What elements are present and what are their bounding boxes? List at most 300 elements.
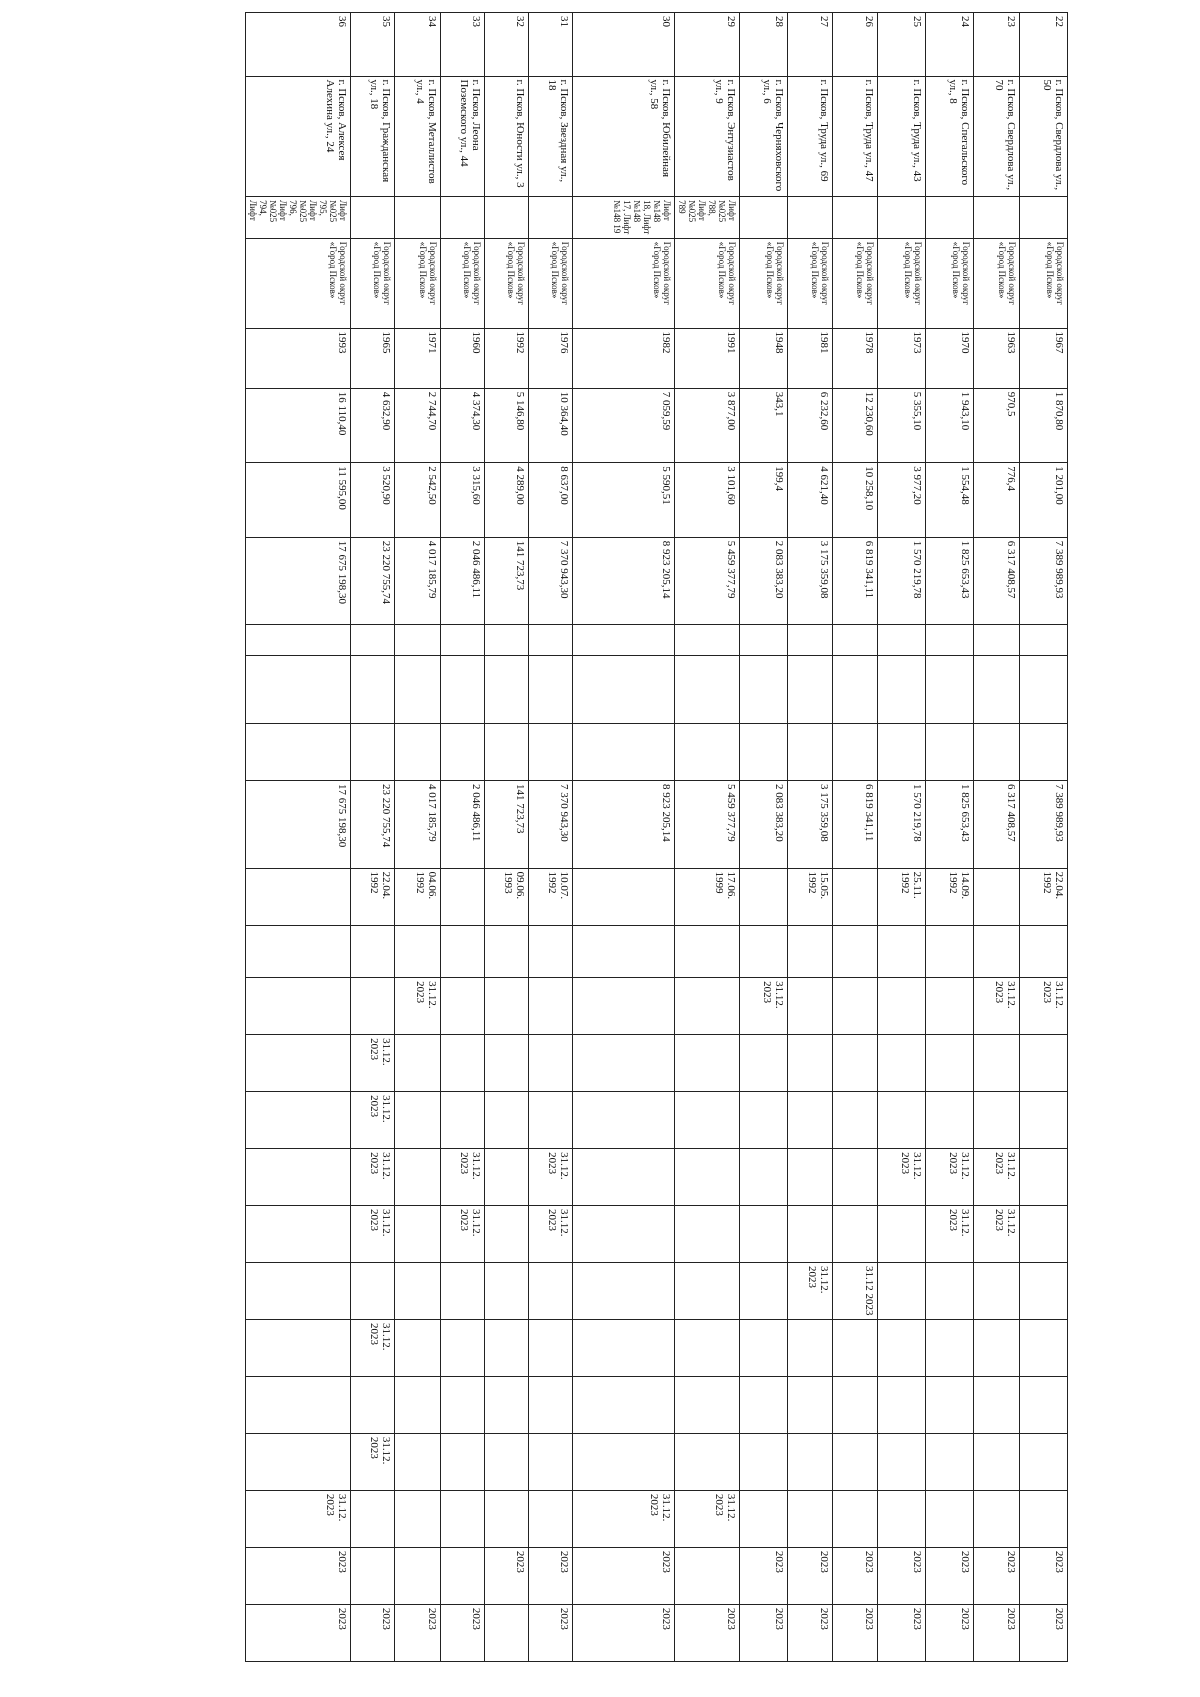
blank-cell <box>573 724 675 781</box>
owner-cell: Городской округ «Город Псков» <box>573 238 675 328</box>
date-cell <box>485 1319 529 1376</box>
cost-total-cell: 2 083 383,20 <box>740 780 788 868</box>
date-cell <box>529 1092 573 1149</box>
date-cell <box>974 925 1020 978</box>
row-number: 22 <box>1020 13 1068 77</box>
row-number: 25 <box>878 13 926 77</box>
date-cell <box>878 978 926 1035</box>
blank-cell <box>246 625 351 656</box>
year-plan-cell: 2023 <box>788 1547 833 1604</box>
date-cell <box>878 1490 926 1547</box>
date-cell <box>740 1376 788 1433</box>
date-cell <box>1020 925 1068 978</box>
owner-cell: Городской округ «Город Псков» <box>441 238 485 328</box>
owner-cell: Городской округ «Город Псков» <box>833 238 878 328</box>
cost-total-cell: 2 046 486,11 <box>441 780 485 868</box>
date-cell <box>351 925 395 978</box>
date-cell <box>878 1319 926 1376</box>
blank-cell <box>573 656 675 724</box>
date-cell <box>675 1433 740 1490</box>
lift-cell <box>926 197 974 239</box>
blank-cell <box>351 625 395 656</box>
blank-cell <box>441 724 485 781</box>
total-area-cell: 343,1 <box>740 388 788 463</box>
date-cell <box>926 925 974 978</box>
blank-cell <box>740 724 788 781</box>
date-cell <box>441 1092 485 1149</box>
date-cell: 31.12. 2023 <box>351 1149 395 1206</box>
living-area-cell: 776,4 <box>974 463 1020 538</box>
year-plan-cell: 2023 <box>529 1547 573 1604</box>
date-cell <box>675 925 740 978</box>
privatization-date-cell <box>246 868 351 925</box>
date-cell <box>788 925 833 978</box>
living-area-cell: 1 554,48 <box>926 463 974 538</box>
date-cell <box>1020 1092 1068 1149</box>
year-plan-cell: 2023 <box>395 1604 441 1661</box>
owner-cell: Городской округ «Город Псков» <box>788 238 833 328</box>
date-cell <box>833 1490 878 1547</box>
address-cell: г. Псков, Труда ул., 47 <box>833 76 878 197</box>
living-area-cell: 11 595,00 <box>246 463 351 538</box>
cost-cell: 141 723,73 <box>485 537 529 625</box>
privatization-date-cell: 15.05. 1992 <box>788 868 833 925</box>
year-plan-cell: 2023 <box>573 1547 675 1604</box>
date-cell: 31.12. 2023 <box>788 1263 833 1320</box>
privatization-date-cell <box>833 868 878 925</box>
date-cell: 31.12. 2023 <box>926 1206 974 1263</box>
blank-cell <box>878 656 926 724</box>
blank-cell <box>675 625 740 656</box>
date-cell <box>485 1149 529 1206</box>
lift-cell <box>974 197 1020 239</box>
date-cell <box>974 1263 1020 1320</box>
privatization-date-cell <box>974 868 1020 925</box>
total-area-cell: 12 230,60 <box>833 388 878 463</box>
address-cell: г. Псков, Алексея Алехина ул., 24 <box>246 76 351 197</box>
total-area-cell: 5 355,10 <box>878 388 926 463</box>
date-cell <box>1020 1376 1068 1433</box>
privatization-date-cell <box>740 868 788 925</box>
table-row <box>833 13 878 1662</box>
date-cell <box>788 1035 833 1092</box>
year-plan-cell: 2023 <box>485 1547 529 1604</box>
date-cell <box>246 925 351 978</box>
date-cell <box>926 1376 974 1433</box>
blank-cell <box>974 625 1020 656</box>
date-cell <box>529 1035 573 1092</box>
date-cell <box>395 1035 441 1092</box>
row-number: 30 <box>573 13 675 77</box>
date-cell <box>441 1490 485 1547</box>
date-cell <box>395 1263 441 1320</box>
year-plan-cell: 2023 <box>675 1604 740 1661</box>
table-row <box>395 13 441 1662</box>
date-cell <box>441 978 485 1035</box>
date-cell <box>395 1206 441 1263</box>
date-cell: 31.12. 2023 <box>878 1149 926 1206</box>
address-cell: г. Псков, Черняховского ул., 6 <box>740 76 788 197</box>
year-cell: 1981 <box>788 328 833 388</box>
lift-cell <box>1020 197 1068 239</box>
date-cell <box>441 925 485 978</box>
date-cell <box>529 1263 573 1320</box>
owner-cell: Городской округ «Город Псков» <box>246 238 351 328</box>
year-plan-cell: 2023 <box>833 1604 878 1661</box>
date-cell: 31.12. 2023 <box>395 978 441 1035</box>
total-area-cell: 4 374,30 <box>441 388 485 463</box>
cost-total-cell: 3 175 359,08 <box>788 780 833 868</box>
owner-cell: Городской округ «Город Псков» <box>926 238 974 328</box>
cost-total-cell: 5 459 377,79 <box>675 780 740 868</box>
cost-total-cell: 17 675 198,30 <box>246 780 351 868</box>
blank-cell <box>878 724 926 781</box>
date-cell <box>485 1433 529 1490</box>
date-cell <box>573 1319 675 1376</box>
date-cell <box>1020 1035 1068 1092</box>
date-cell <box>246 1206 351 1263</box>
cost-cell: 5 459 377,79 <box>675 537 740 625</box>
blank-cell <box>974 656 1020 724</box>
date-cell <box>974 1376 1020 1433</box>
lift-cell <box>529 197 573 239</box>
living-area-cell: 4 289,00 <box>485 463 529 538</box>
date-cell <box>833 1376 878 1433</box>
date-cell <box>441 1319 485 1376</box>
date-cell <box>1020 1319 1068 1376</box>
year-plan-cell: 2023 <box>788 1604 833 1661</box>
blank-cell <box>1020 724 1068 781</box>
living-area-cell: 8 637,00 <box>529 463 573 538</box>
row-number: 31 <box>529 13 573 77</box>
lift-cell <box>878 197 926 239</box>
blank-cell <box>833 656 878 724</box>
date-cell <box>529 1376 573 1433</box>
date-cell <box>246 1092 351 1149</box>
lift-cell: Лифт №025 788, Лифт №025 789 <box>675 197 740 239</box>
address-cell: г. Псков, Труда ул., 43 <box>878 76 926 197</box>
date-cell <box>878 925 926 978</box>
cost-cell: 23 220 755,74 <box>351 537 395 625</box>
total-area-cell: 1 870,80 <box>1020 388 1068 463</box>
date-cell: 31.12. 2023 <box>974 978 1020 1035</box>
privatization-date-cell: 04.06. 1992 <box>395 868 441 925</box>
date-cell <box>926 1490 974 1547</box>
cost-cell: 2 083 383,20 <box>740 537 788 625</box>
date-cell <box>833 1433 878 1490</box>
date-cell <box>926 1433 974 1490</box>
year-plan-cell: 2023 <box>529 1604 573 1661</box>
date-cell <box>675 1092 740 1149</box>
year-plan-cell: 2023 <box>926 1547 974 1604</box>
date-cell <box>573 925 675 978</box>
cost-total-cell: 7 389 989,93 <box>1020 780 1068 868</box>
cost-total-cell: 8 923 205,14 <box>573 780 675 868</box>
date-cell: 31.12. 2023 <box>529 1206 573 1263</box>
date-cell <box>441 1433 485 1490</box>
year-plan-cell: 2023 <box>878 1547 926 1604</box>
date-cell: 31.12. 2023 <box>351 1092 395 1149</box>
living-area-cell: 3 520,90 <box>351 463 395 538</box>
date-cell: 31.12. 2023 <box>740 978 788 1035</box>
row-number: 33 <box>441 13 485 77</box>
date-cell <box>351 1490 395 1547</box>
blank-cell <box>1020 625 1068 656</box>
date-cell <box>246 1376 351 1433</box>
date-cell <box>1020 1490 1068 1547</box>
address-cell: г. Псков, Леона Поземского ул., 44 <box>441 76 485 197</box>
year-plan-cell: 2023 <box>974 1604 1020 1661</box>
date-cell <box>573 1376 675 1433</box>
owner-cell: Городской округ «Город Псков» <box>529 238 573 328</box>
owner-cell: Городской округ «Город Псков» <box>740 238 788 328</box>
total-area-cell: 7 059,59 <box>573 388 675 463</box>
date-cell <box>246 1263 351 1320</box>
table-row <box>740 13 788 1662</box>
cost-cell: 6 819 341,11 <box>833 537 878 625</box>
year-cell: 1965 <box>351 328 395 388</box>
blank-cell <box>441 625 485 656</box>
lift-cell <box>833 197 878 239</box>
date-cell: 31.12. 2023 <box>351 1206 395 1263</box>
lift-cell <box>351 197 395 239</box>
table-row <box>788 13 833 1662</box>
date-cell: 31.12. 2023 <box>246 1490 351 1547</box>
date-cell <box>246 1433 351 1490</box>
date-cell <box>675 1035 740 1092</box>
date-cell: 31.12. 2023 <box>529 1149 573 1206</box>
date-cell <box>395 1149 441 1206</box>
owner-cell: Городской округ «Город Псков» <box>485 238 529 328</box>
date-cell <box>878 1263 926 1320</box>
year-cell: 1976 <box>529 328 573 388</box>
date-cell <box>573 978 675 1035</box>
year-plan-cell: 2023 <box>926 1604 974 1661</box>
owner-cell: Городской округ «Город Псков» <box>1020 238 1068 328</box>
blank-cell <box>926 656 974 724</box>
date-cell: 31.12. 2023 <box>441 1206 485 1263</box>
address-cell: г. Псков, Свердлова ул., 50 <box>1020 76 1068 197</box>
date-cell <box>740 1149 788 1206</box>
date-cell <box>246 1149 351 1206</box>
date-cell <box>246 978 351 1035</box>
date-cell: 31.12. 2023 <box>351 1433 395 1490</box>
total-area-cell: 10 364,40 <box>529 388 573 463</box>
year-cell: 1963 <box>974 328 1020 388</box>
cost-cell: 17 675 198,30 <box>246 537 351 625</box>
date-cell <box>1020 1263 1068 1320</box>
date-cell <box>926 1263 974 1320</box>
cost-total-cell: 1 570 219,78 <box>878 780 926 868</box>
year-cell: 1993 <box>246 328 351 388</box>
blank-cell <box>788 656 833 724</box>
date-cell: 31.12. 2023 <box>974 1206 1020 1263</box>
address-cell: г. Псков, Энтузиастов ул., 9 <box>675 76 740 197</box>
blank-cell <box>485 625 529 656</box>
date-cell: 31.12. 2023 <box>675 1490 740 1547</box>
blank-cell <box>246 724 351 781</box>
cost-total-cell: 141 723,73 <box>485 780 529 868</box>
row-number: 35 <box>351 13 395 77</box>
date-cell <box>926 1092 974 1149</box>
date-cell <box>833 1092 878 1149</box>
privatization-date-cell: 14.09. 1992 <box>926 868 974 925</box>
date-cell <box>833 1206 878 1263</box>
blank-cell <box>675 656 740 724</box>
blank-cell <box>926 625 974 656</box>
year-plan-cell <box>675 1547 740 1604</box>
date-cell <box>1020 1433 1068 1490</box>
date-cell <box>395 1490 441 1547</box>
year-plan-cell <box>485 1604 529 1661</box>
living-area-cell: 5 590,51 <box>573 463 675 538</box>
total-area-cell: 2 744,70 <box>395 388 441 463</box>
blank-cell <box>833 625 878 656</box>
cost-total-cell: 23 220 755,74 <box>351 780 395 868</box>
cost-cell: 7 389 989,93 <box>1020 537 1068 625</box>
date-cell <box>675 1263 740 1320</box>
living-area-cell: 4 621,40 <box>788 463 833 538</box>
lift-cell <box>395 197 441 239</box>
date-cell <box>485 1263 529 1320</box>
year-plan-cell: 2023 <box>1020 1604 1068 1661</box>
year-cell: 1948 <box>740 328 788 388</box>
date-cell <box>974 1490 1020 1547</box>
table-row <box>1020 13 1068 1662</box>
total-area-cell: 970,5 <box>974 388 1020 463</box>
blank-cell <box>740 656 788 724</box>
date-cell <box>395 1376 441 1433</box>
cost-cell: 3 175 359,08 <box>788 537 833 625</box>
date-cell <box>974 1433 1020 1490</box>
privatization-date-cell: 22.04. 1992 <box>1020 868 1068 925</box>
date-cell: 31.12. 2023 <box>351 1035 395 1092</box>
row-number: 26 <box>833 13 878 77</box>
date-cell <box>485 978 529 1035</box>
date-cell <box>974 1319 1020 1376</box>
row-number: 28 <box>740 13 788 77</box>
row-number: 24 <box>926 13 974 77</box>
date-cell <box>573 1263 675 1320</box>
date-cell <box>1020 1149 1068 1206</box>
date-cell <box>833 1035 878 1092</box>
year-plan-cell: 2023 <box>740 1604 788 1661</box>
year-plan-cell: 2023 <box>740 1547 788 1604</box>
date-cell <box>395 1319 441 1376</box>
date-cell <box>573 1206 675 1263</box>
cost-total-cell: 4 017 185,79 <box>395 780 441 868</box>
year-plan-cell: 2023 <box>246 1547 351 1604</box>
date-cell <box>573 1433 675 1490</box>
cost-total-cell: 7 370 943,30 <box>529 780 573 868</box>
date-cell <box>878 1092 926 1149</box>
blank-cell <box>395 724 441 781</box>
address-cell: г. Псков, Спегальского ул., 8 <box>926 76 974 197</box>
blank-cell <box>441 656 485 724</box>
date-cell: 31.12. 2023 <box>441 1149 485 1206</box>
date-cell <box>395 1092 441 1149</box>
date-cell: 31.12. 2023 <box>974 1149 1020 1206</box>
date-cell <box>740 925 788 978</box>
date-cell <box>833 1319 878 1376</box>
year-cell: 1970 <box>926 328 974 388</box>
owner-cell: Городской округ «Город Псков» <box>974 238 1020 328</box>
year-plan-cell: 2023 <box>974 1547 1020 1604</box>
blank-cell <box>788 724 833 781</box>
year-plan-cell: 2023 <box>878 1604 926 1661</box>
date-cell <box>441 1035 485 1092</box>
date-cell <box>740 1035 788 1092</box>
address-cell: г. Псков, Юности ул., 3 <box>485 76 529 197</box>
living-area-cell: 199,4 <box>740 463 788 538</box>
total-area-cell: 1 943,10 <box>926 388 974 463</box>
cost-cell: 1 825 653,43 <box>926 537 974 625</box>
date-cell <box>675 978 740 1035</box>
privatization-date-cell: 22.04. 1992 <box>351 868 395 925</box>
date-cell <box>485 1092 529 1149</box>
date-cell <box>573 1035 675 1092</box>
table-row <box>573 13 675 1662</box>
address-cell: г. Псков, Гражданская ул., 18 <box>351 76 395 197</box>
privatization-date-cell <box>573 868 675 925</box>
table-row <box>351 13 395 1662</box>
date-cell <box>675 1149 740 1206</box>
date-cell <box>675 1206 740 1263</box>
address-cell: г. Псков, Юбилейная ул., 58 <box>573 76 675 197</box>
date-cell: 31.12. 2023 <box>926 1149 974 1206</box>
date-cell <box>740 1206 788 1263</box>
year-cell: 1991 <box>675 328 740 388</box>
year-plan-cell <box>351 1547 395 1604</box>
total-area-cell: 3 877,00 <box>675 388 740 463</box>
date-cell <box>675 1319 740 1376</box>
date-cell <box>740 1263 788 1320</box>
date-cell: 31.12. 2023 <box>351 1319 395 1376</box>
date-cell <box>974 1035 1020 1092</box>
year-cell: 1967 <box>1020 328 1068 388</box>
year-plan-cell: 2023 <box>833 1547 878 1604</box>
date-cell <box>395 925 441 978</box>
date-cell <box>926 1035 974 1092</box>
blank-cell <box>529 724 573 781</box>
address-cell: г. Псков, Свердлова ул., 70 <box>974 76 1020 197</box>
date-cell <box>833 1149 878 1206</box>
blank-cell <box>1020 656 1068 724</box>
date-cell: 31.12 2023 <box>833 1263 878 1320</box>
year-cell: 1971 <box>395 328 441 388</box>
row-number: 34 <box>395 13 441 77</box>
date-cell <box>441 1263 485 1320</box>
owner-cell: Городской округ «Город Псков» <box>675 238 740 328</box>
living-area-cell: 3 977,20 <box>878 463 926 538</box>
owner-cell: Городской округ «Город Псков» <box>878 238 926 328</box>
table-row <box>246 13 351 1662</box>
blank-cell <box>485 724 529 781</box>
row-number: 32 <box>485 13 529 77</box>
register-table <box>245 12 1068 1662</box>
year-plan-cell: 2023 <box>246 1604 351 1661</box>
total-area-cell: 6 232,60 <box>788 388 833 463</box>
blank-cell <box>485 656 529 724</box>
date-cell: 31.12. 2023 <box>573 1490 675 1547</box>
date-cell <box>878 1376 926 1433</box>
blank-cell <box>529 625 573 656</box>
row-number: 23 <box>974 13 1020 77</box>
date-cell <box>529 925 573 978</box>
date-cell: 31.12. 2023 <box>1020 978 1068 1035</box>
date-cell <box>740 1319 788 1376</box>
date-cell <box>485 925 529 978</box>
